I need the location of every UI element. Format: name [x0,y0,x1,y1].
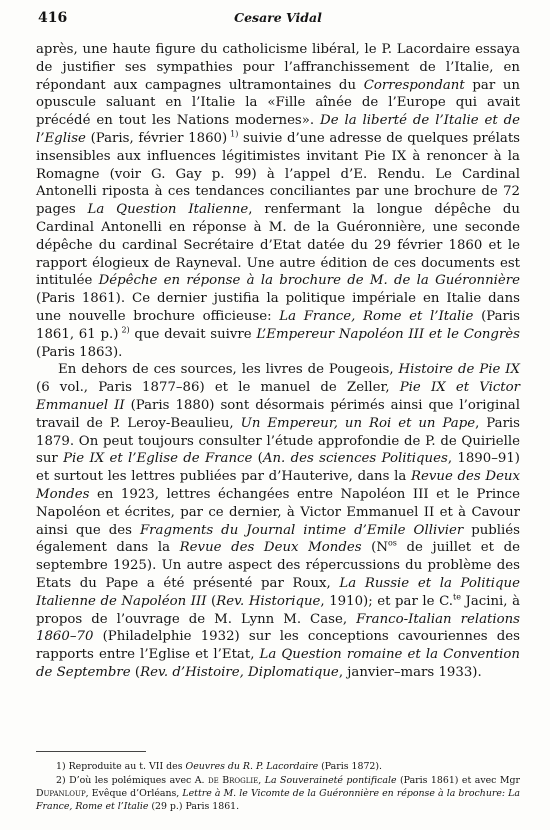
footnote-marker: 2) [118,325,130,335]
text-run: (N [361,540,388,556]
text-run: Dupanloup [36,788,86,799]
text-run: de Broglie [208,775,259,786]
text-run: par un opuscule saluant en l’Italie la «Fille aînée de l’Europe qui avait précédé en tout les Nations modernes». [36,77,520,129]
text-run: , 1910); et par le C. [320,593,453,609]
text-run: 2) D’où les polémiques avec A. [56,775,209,786]
text-run: ( [130,664,141,680]
text-run: ( [206,593,217,609]
text-run: (Paris 1861, 61 p.) [36,308,520,342]
text-run: (Paris 1861). Ce dernier justifia la politique impériale en Italie dans une nouvelle brochure officieuse: [36,291,520,324]
text-run: , janvier–mars 1933). [338,664,482,680]
italic-title: Lettre à M. le Vicomte de la Guéronnière en réponse à la brochure: La France, Rome et l’Italie [36,788,521,812]
footnote [36,760,520,773]
text-run: suivie d’une adresse de quelques prélats insensibles aux influences légitimistes invitant Pie IX à renoncer à la Romagne (voir G. Gay p. 99) à l’appel d’E. Rendu. Le Cardinal Antonelli riposta à ces tendances conciliantes par une brochure de 72 pages [36,130,520,218]
footnote-divider [36,751,146,752]
text-run: publiés également dans la [36,522,520,556]
text-run: En dehors de ces sources, les livres de Pougeois, [58,362,399,378]
italic-title: Oeuvres du R. P. Lacordaire [185,761,319,772]
italic-title: Histoire de Pie IX [398,362,520,378]
text-run: (Paris 1872). [318,761,383,772]
text-run: que devait suivre [129,326,257,342]
text-run: 1) Reproduite au t. VII des [56,761,186,772]
italic-title: La Russie et la Politique Italienne de Napoléon III [36,575,520,609]
italic-title: Correspondant [363,77,465,93]
text-run: en 1923, lettres échangées entre Napoléon III et le Prince Napoléon et écrites, par ce dernier, à Victor Emmanuel II et à Cavour ainsi que des [36,486,520,538]
italic-title: Franco-Italian relations 1860–70 [36,611,520,645]
footnote-marker: 1) [227,129,239,139]
italic-title: Fragments du Journal intime d’Emile Ollivier [139,522,464,538]
text-run: (Paris 1861) et avec Mgr [396,775,520,786]
footnote [36,774,520,813]
italic-title: La Question romaine et la Convention de Septembre [36,647,520,680]
text-run: (29 p.) Paris 1861. [148,801,240,812]
text-run: , renfermant la longue dépêche du Cardinal Antonelli en réponse à M. de la Guéronnière, une seconde dépêche du cardinal Secrétaire d’Etat datée du 29 février 1860 et le rapport élogieux de Rayneval. Une autre édition de ces documents est intitulée [36,202,520,289]
text-run: (Paris, février 1860) [85,130,228,146]
text-run: , Evêque d’Orléans, [85,788,183,799]
italic-title: Revue des Deux Mondes [36,469,520,502]
italic-title: Un Empereur, un Roi et un Pape [240,415,476,431]
footnotes [36,760,520,814]
italic-title: De la liberté de l’Italie et de l’Eglise [36,113,520,146]
italic-title: Dépêche en réponse à la brochure de M. de la Guéronnière [98,273,520,289]
page-number: 416 [38,10,68,26]
italic-title: La France, Rome et l’Italie [279,308,474,324]
italic-title: La Question Italienne [87,202,249,218]
body-text [36,41,520,682]
italic-title: La Souveraineté pontificale [264,775,397,786]
text-run: Jacini, à propos de l’ouvrage de M. Lynn M. Case, [36,593,520,627]
text-run: ( [252,451,263,467]
italic-title: Revue des Deux Mondes [179,540,362,556]
italic-title: L’Empereur Napoléon III et le Congrès [256,326,520,342]
text-run: (Paris 1863). [36,344,123,360]
text-run: , 1890–91) et surtout les lettres publiées par d’Hauterive, dans la [36,451,520,485]
text-run: (Philadelphie 1932) sur les conceptions cavouriennes des rapports entre l’Eglise et l’Etat, [36,629,520,663]
page-header [38,10,518,28]
footnote-marker: te [453,592,461,602]
paragraph [36,41,520,361]
italic-title: Rev. Historique [216,593,321,609]
italic-title: Pie IX et l’Eglise de France [63,451,253,467]
text-run: après, une haute figure du catholicisme libéral, le P. Lacordaire essaya de justifier ses sympathies pour l’affranchissement de l’Italie, en répondant aux campagnes ultramontaines du [36,42,520,93]
paragraph [36,361,520,681]
text-run: (6 vol., Paris 1877–86) et le manuel de Zeller, [36,380,400,396]
italic-title: An. des sciences Politiques [262,451,448,467]
text-run: , [258,775,265,786]
italic-title: Pie IX et Victor Emmanuel II [36,380,520,413]
text-run: , Paris 1879. On peut toujours consulter l’étude approfondie de P. de Quirielle sur [36,415,520,467]
footnote-marker: os [387,538,397,548]
running-head: Cesare Vidal [234,10,322,25]
text-run: de juillet et de septembre 1925). Un autre aspect des répercussions du problème des Etats du Pape a été présenté par Roux, [36,540,520,591]
italic-title: Rev. d’Histoire, Diplomatique [140,664,339,680]
text-run: (Paris 1880) sont désormais périmés ainsi que l’original travail de P. Leroy-Beaulieu, [36,397,520,431]
